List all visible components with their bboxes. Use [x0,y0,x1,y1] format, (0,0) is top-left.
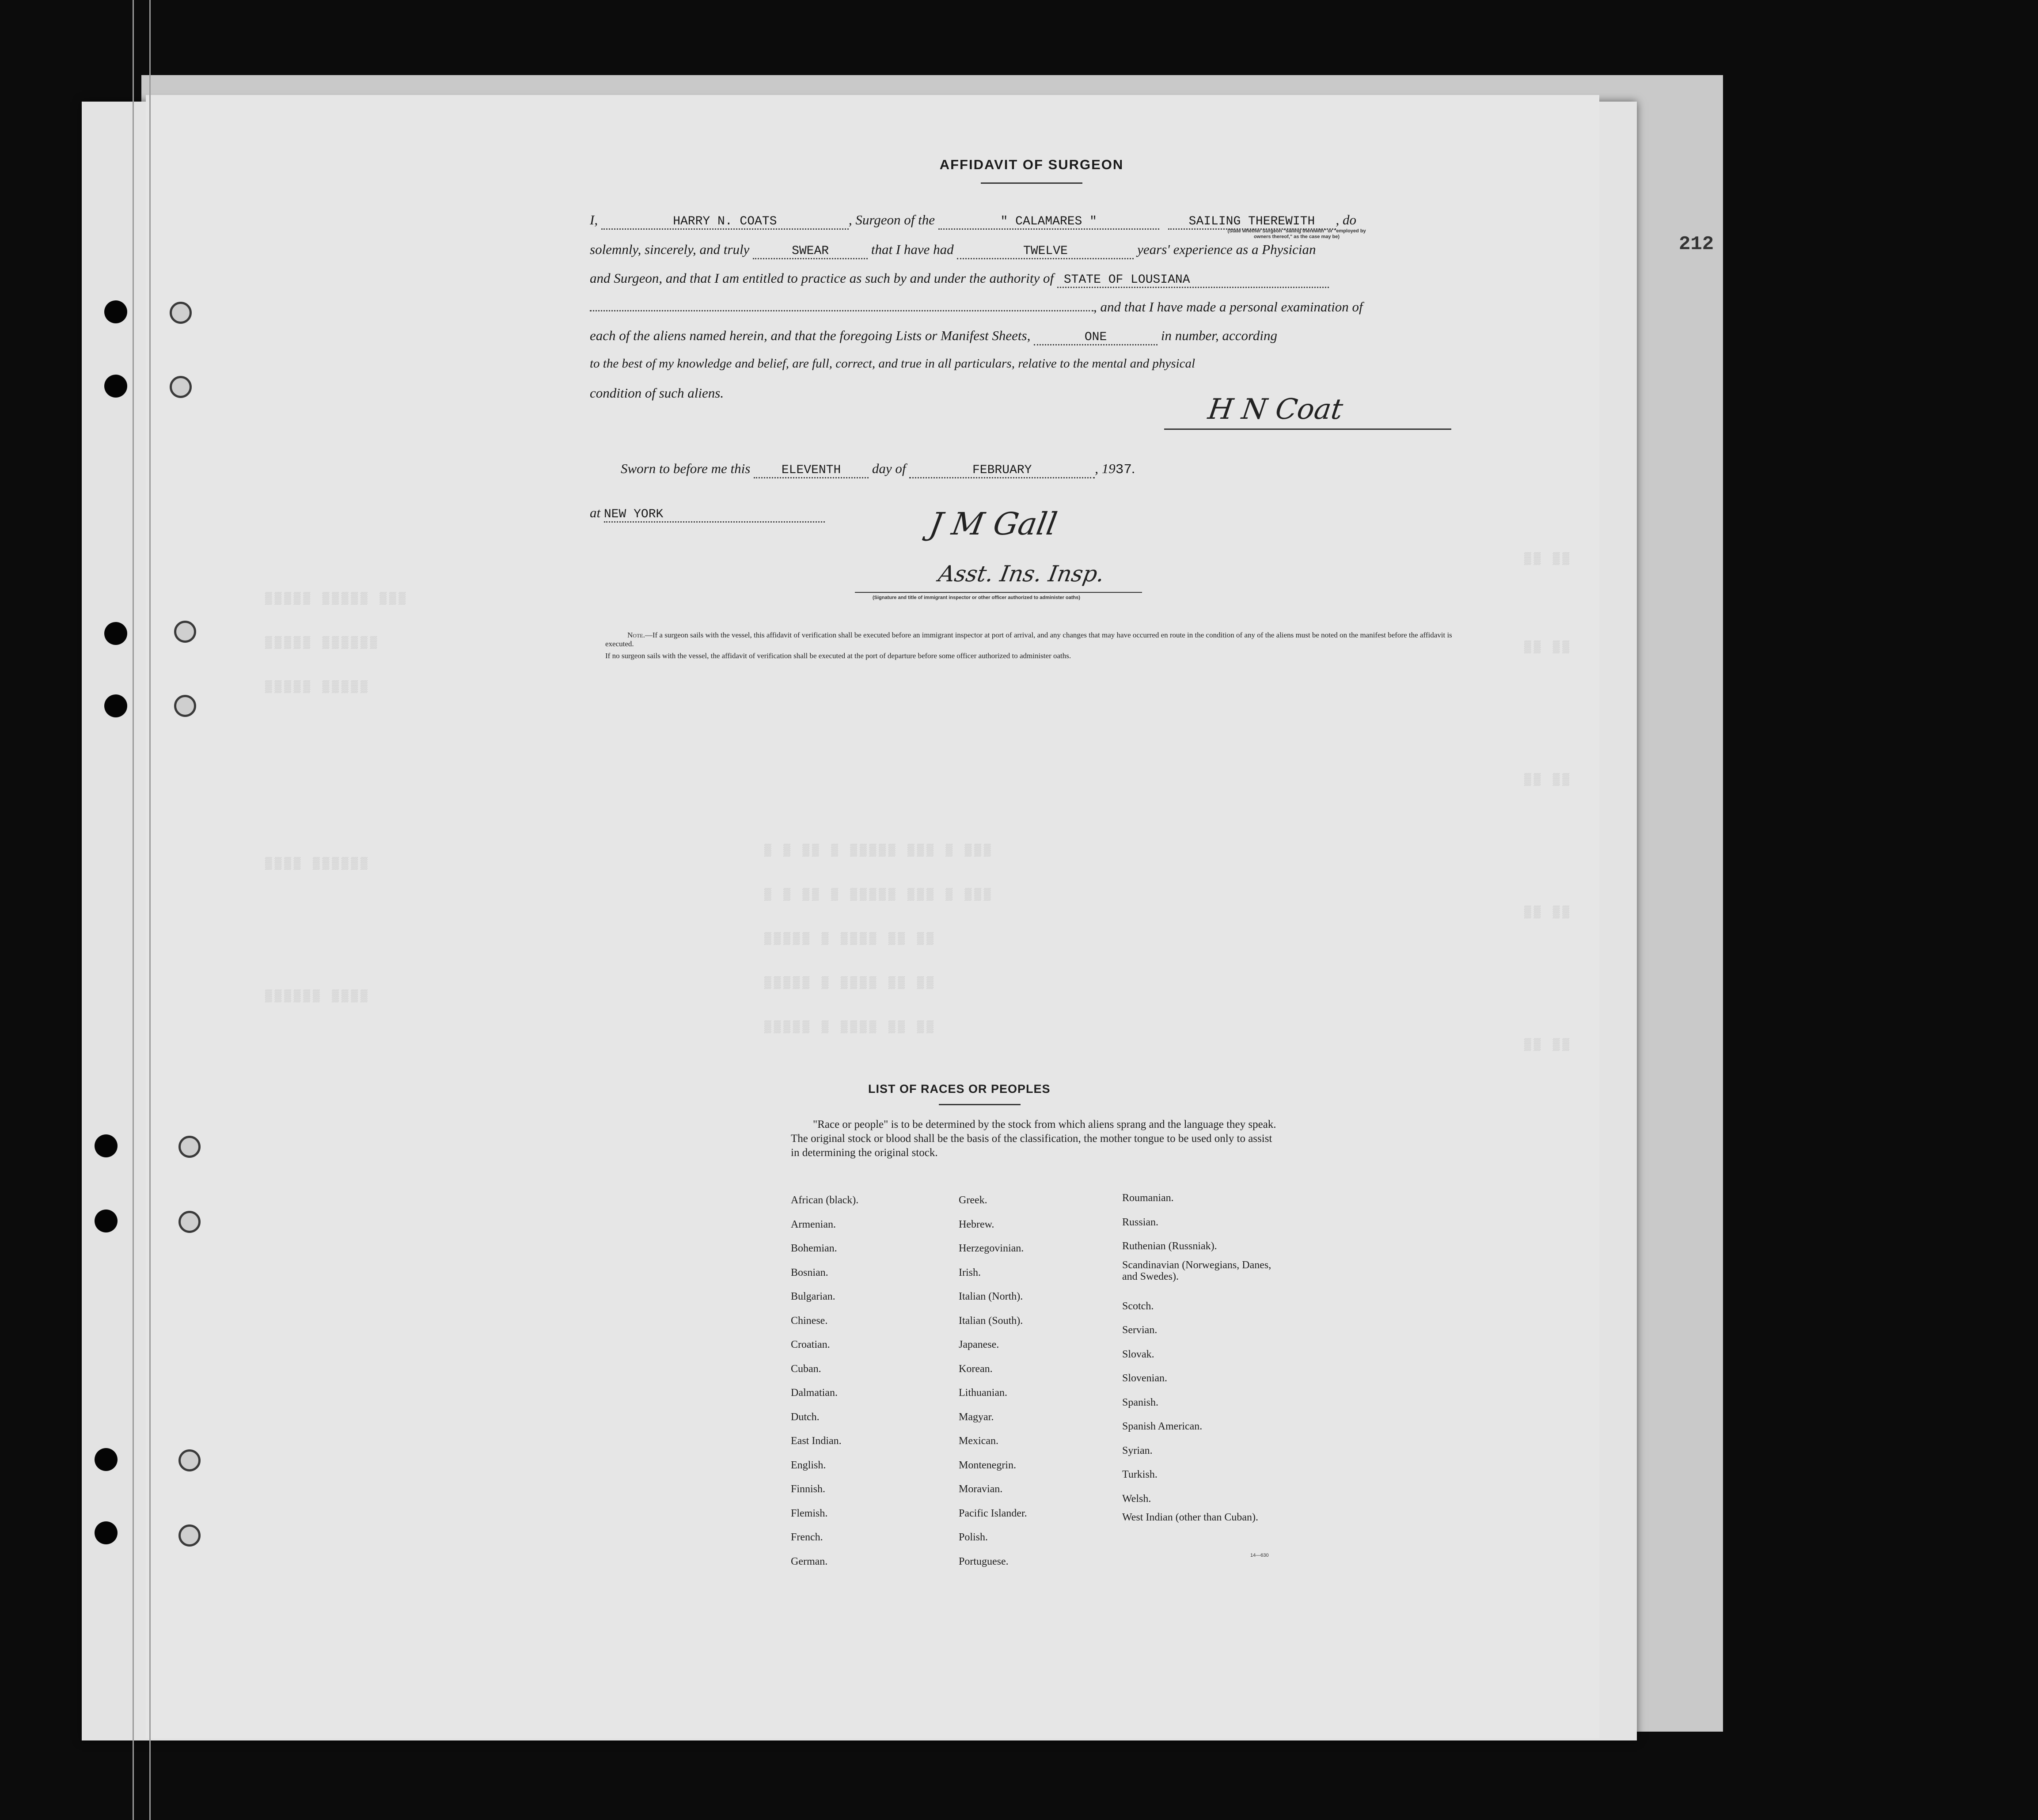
oath-field: SWEAR [753,244,868,259]
affidavit-line-1: I, HARRY N. COATS , Surgeon of the " CALAMARES " SAILING THEREWITH , do [590,212,1473,230]
race-item: Flemish. [791,1507,828,1519]
race-item: Spanish. [1122,1396,1159,1408]
affidavit-note-1: Note.—If a surgeon sails with the vessel, this affidavit of verification shall be executed before an immigrant inspector at port of arrival, and any changes that may have occurred en route in the condition of any of the aliens must be noted on the manifest before the affidavit is executed. [605,631,1452,648]
affidavit-title: AFFIDAVIT OF SURGEON [939,157,1124,172]
race-item: Ruthenian (Russniak). [1122,1240,1217,1252]
bleed-through-text: ▒▒▒▒▒ ▒▒▒▒▒▒ [265,636,380,649]
race-item: West Indian (other than Cuban). [1122,1512,1258,1523]
race-item: Dalmatian. [791,1387,838,1399]
race-item: Roumanian. [1122,1192,1174,1204]
affidavit-line-5: each of the aliens named herein, and that the foregoing Lists or Manifest Sheets, ONE in number, according [590,328,1473,345]
authority-field: STATE OF LOUSIANA [1057,273,1329,288]
race-item: Finnish. [791,1483,826,1495]
race-item: Bosnian. [791,1266,828,1278]
officer-signature: J M Gall [926,506,1060,542]
bleed-through-text: ▒▒ ▒▒ [1524,552,1572,565]
binder-hole [95,1210,118,1232]
race-item: Russian. [1122,1216,1159,1228]
bleed-through-text: ▒▒▒▒▒ ▒ ▒▒▒▒ ▒▒ ▒▒ [764,1020,936,1034]
race-item: Lithuanian. [959,1387,1007,1399]
race-item: English. [791,1459,826,1471]
race-item: French. [791,1532,823,1543]
bleed-through-text: ▒▒▒▒▒ ▒ ▒▒▒▒ ▒▒ ▒▒ [764,976,936,990]
binder-hole [104,375,127,398]
affidavit-line-6: to the best of my knowledge and belief, are full, correct, and true in all particulars, relative to the mental and physical [590,356,1195,371]
race-item: Pacific Islander. [959,1507,1027,1519]
bleed-through-text: ▒ ▒ ▒▒ ▒ ▒▒▒▒▒ ▒▒▒ ▒ ▒▒▒ [764,888,994,901]
race-item: German. [791,1555,828,1567]
bleed-through-text: ▒▒▒▒▒ ▒▒▒▒▒ [265,680,370,694]
races-title-rule [939,1104,1021,1105]
race-item: Armenian. [791,1218,836,1230]
races-column-2 [959,1188,1122,1574]
sworn-line: Sworn to before me this ELEVENTH day of FEBRUARY , 1937. [621,461,1135,478]
bleed-through-text: ▒▒▒▒▒ ▒ ▒▒▒▒ ▒▒ ▒▒ [764,932,936,945]
page-number: 212 [1679,233,1714,255]
race-item: Syrian. [1122,1445,1153,1456]
sworn-month-field: FEBRUARY [909,463,1095,478]
race-item: Irish. [959,1266,981,1278]
authority-field-continued [590,310,1093,311]
form-number: 14—630 [1250,1553,1269,1558]
place-line: at NEW YORK [590,505,1473,523]
bleed-through-text: ▒▒ ▒▒ [1524,906,1572,919]
races-title: LIST OF RACES OR PEOPLES [868,1082,1051,1096]
race-item: Magyar. [959,1411,994,1423]
surgeon-name-field: HARRY N. COATS [601,215,849,230]
race-item: Slovenian. [1122,1373,1167,1384]
affidavit-section [590,157,1473,660]
affidavit-line-4: , and that I have made a personal examination of [590,299,1473,315]
bleed-through-text: ▒▒ ▒▒ [1524,773,1572,786]
affidavit-line-3: and Surgeon, and that I am entitled to practice as such by and under the authority of STATE OF LOUSIANA [590,270,1473,288]
race-item: Servian. [1122,1324,1158,1336]
binder-hole [95,1134,118,1157]
race-item: Chinese. [791,1315,828,1327]
punch-ring [170,302,192,324]
title-rule [981,182,1082,184]
punch-ring [178,1449,201,1471]
race-item: Welsh. [1122,1493,1151,1505]
race-item: Montenegrin. [959,1459,1016,1471]
race-item: Bohemian. [791,1243,837,1254]
race-item: Japanese. [959,1339,999,1350]
race-item: Slovak. [1122,1348,1154,1360]
binder-hole [95,1521,118,1544]
surgeon-signature: H N Coat [1206,393,1345,426]
sheets-count-field: ONE [1034,330,1158,345]
race-item: Scandinavian (Norwegians, Danes, and Swedes). [1122,1259,1271,1282]
surgeon-signature-line [1164,428,1451,430]
race-item: Hebrew. [959,1218,994,1230]
vessel-name-field: " CALAMARES " [938,215,1159,230]
punch-ring [174,695,196,717]
race-item: Croatian. [791,1339,830,1350]
race-item: Herzegovinian. [959,1243,1024,1254]
bleed-through-text: ▒▒▒▒ ▒▒▒▒▒▒ [265,857,370,870]
sworn-day-field: ELEVENTH [754,463,869,478]
binder-hole [104,300,127,323]
race-item: Scotch. [1122,1300,1154,1312]
race-item: Korean. [959,1363,993,1375]
races-column-3 [1122,1186,1299,1547]
punch-ring [178,1136,201,1158]
race-item: Bulgarian. [791,1291,835,1302]
race-item: Mexican. [959,1435,998,1447]
officer-title-signature: Asst. Ins. Insp. [936,561,1107,587]
punch-ring [170,376,192,398]
punch-ring [174,621,196,643]
officer-signature-line [855,592,1142,593]
affidavit-note-2: If no surgeon sails with the vessel, the affidavit of verification shall be executed at the port of departure before some officer authorized to administer oaths. [605,652,1071,660]
bleed-through-text: ▒▒▒▒▒ ▒▒▒▒▒ ▒▒▒ [265,592,409,605]
punch-ring [178,1524,201,1547]
sailing-status-field: SAILING THEREWITH [1168,215,1336,230]
bleed-through-text: ▒▒ ▒▒ [1524,1038,1572,1051]
sailing-status-note: (State whether Surgeon "sailing therewith" or "employed by owners thereof," as the case may be) [1227,228,1366,239]
race-item: African (black). [791,1194,859,1206]
left-margin-line-2 [149,0,151,1820]
race-item: Turkish. [1122,1469,1158,1480]
sworn-year: 37 [1115,462,1132,478]
race-item: East Indian. [791,1435,842,1447]
binder-hole [104,622,127,645]
signature-caption: (Signature and title of immigrant inspector or other officer authorized to administer oaths) [873,595,1080,600]
bleed-through-text: ▒▒ ▒▒ [1524,641,1572,654]
races-column-1 [791,1188,954,1574]
punch-ring [178,1211,201,1233]
race-item: Italian (North). [959,1291,1023,1302]
affidavit-line-2: solemnly, sincerely, and truly SWEAR that I have had TWELVE years' experience as a Physician [590,242,1473,259]
race-item: Greek. [959,1194,987,1206]
race-item: Italian (South). [959,1315,1023,1327]
race-item: Spanish American. [1122,1421,1203,1432]
bleed-through-text: ▒ ▒ ▒▒ ▒ ▒▒▒▒▒ ▒▒▒ ▒ ▒▒▒ [764,844,994,857]
race-item: Moravian. [959,1483,1003,1495]
years-field: TWELVE [957,244,1134,259]
binder-hole [95,1448,118,1471]
race-item: Portuguese. [959,1555,1009,1567]
affidavit-line-7: condition of such aliens. [590,385,724,401]
left-margin-line [133,0,134,1820]
place-field: NEW YORK [604,508,825,523]
race-item: Cuban. [791,1363,821,1375]
bleed-through-text: ▒▒▒▒▒▒ ▒▒▒▒ [265,990,370,1003]
binder-hole [104,694,127,717]
race-item: Dutch. [791,1411,820,1423]
races-intro: "Race or people" is to be determined by the stock from which aliens sprang and the language they speak. The original stock or blood shall be the basis of the classification, the mother tongue to be used only to assist in determining the original stock. [791,1119,1276,1159]
race-item: Polish. [959,1532,988,1543]
